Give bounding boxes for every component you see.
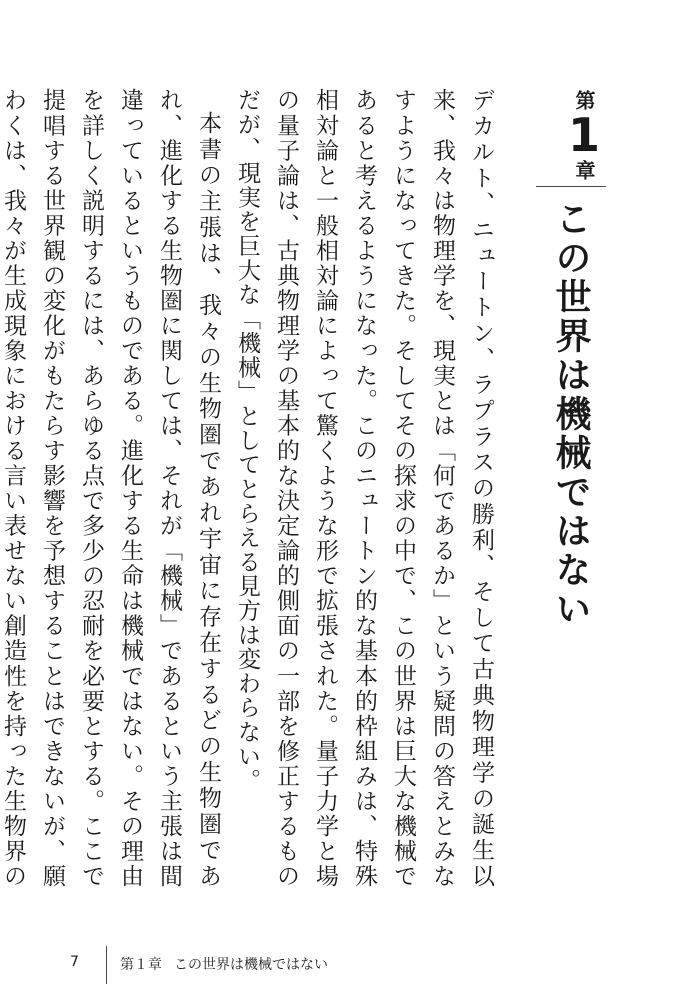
chapter-number: 1 — [568, 108, 601, 162]
body-text — [0, 88, 500, 888]
running-head-title: この世界は機械ではない — [174, 957, 328, 973]
chapter-label — [556, 90, 612, 190]
chapter-suffix: 章 — [572, 160, 596, 180]
paragraph-1: デカルト、ニュートン、ラプラスの勝利、そして古典物理学の誕生以来、我々は物理学を、現実とは「何であるか」という疑問の答えとみなすようになってきた。そしてその探求の中で、この世界は巨大な機械であると考えるようになった。このニュートン的な基本的枠組みは、特殊相対論と一般相対論によって驚くような形で拡張された。量子力学と場の量子論は、古典物理学の基本的な決定論的側面の一部を修正するものだが、現実を巨大な「機械」としてとらえる見方は変わらない。 — [234, 88, 494, 888]
chapter-title: この世界は機械ではない — [550, 200, 591, 629]
footer-divider — [106, 946, 107, 984]
chapter-prefix: 第 — [572, 90, 596, 110]
paragraph-2: 本書の主張は、我々の生物圏であれ宇宙に存在するどの生物圏であれ、進化する生物圏に関しては、それが「機械」であるという主張は間違っているというものである。進化する生命は機械ではない。その理由を詳しく説明するには、あらゆる点で多少の忍耐を必要とする。ここで提唱する世界観の変化がもたらす影響を予想することはできないが、願わくは、我々が生成現象における言い表せない創造性を持った生物界の — [0, 88, 221, 888]
chapter-heading-rule — [536, 186, 606, 187]
running-head-chapter: 第１章 — [120, 957, 162, 973]
running-head — [120, 954, 328, 974]
page-number: 7 — [70, 954, 79, 970]
